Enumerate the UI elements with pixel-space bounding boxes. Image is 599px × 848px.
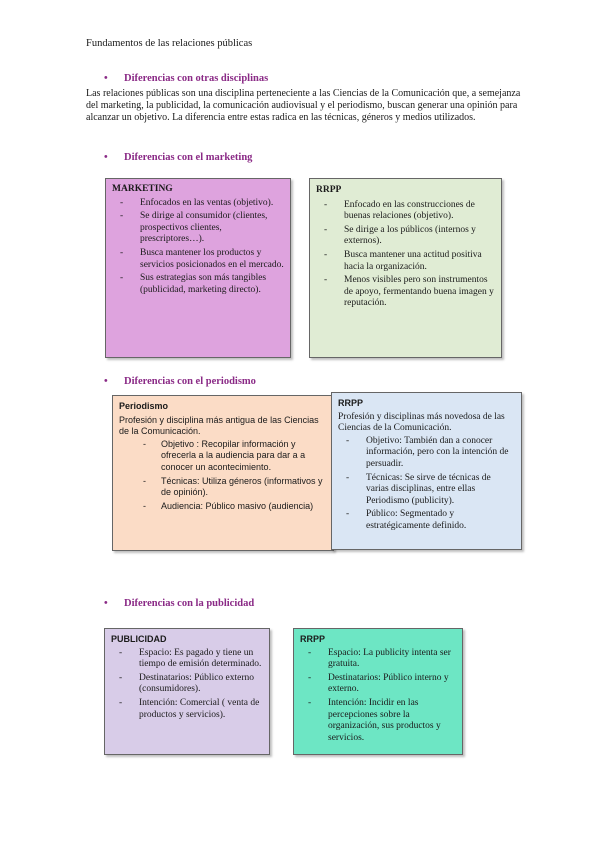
box-title: RRPP (300, 634, 326, 644)
list-item: - Sus estrategias son más tangibles (publicidad, marketing directo). (120, 273, 267, 295)
list-item: - Enfocados en las ventas (objetivo). (120, 197, 274, 208)
list-item: - Destinatarios: Público interno y externo. (308, 672, 449, 695)
list-item: - Menos visibles pero son instrumentos de apoyo, fermentando buena imagen y reputación. (324, 275, 494, 309)
list-item: - Técnicas: Se sirve de técnicas de varias disciplinas, entre ellas Periodismo (publicity). (346, 472, 491, 506)
box-title: PUBLICIDAD (111, 634, 167, 644)
box-intro: Profesión y disciplina más antigua de las Ciencias de la Comunicación. (119, 414, 319, 437)
bullet-icon: • (104, 376, 108, 387)
box-intro: Profesión y disciplinas más novedosa de las Ciencias de la Comunicación. (338, 411, 505, 434)
section-heading-text: Diferencias con el marketing (124, 152, 253, 163)
box-title: MARKETING (112, 184, 173, 194)
list-item: - Busca mantener una actitud positiva hacia la organización. (324, 249, 482, 272)
box-title: RRPP (338, 398, 364, 408)
list-item: - Se dirige a los públicos (internos y externos). (324, 224, 476, 247)
intro-paragraph: Las relaciones públicas son una disciplina perteneciente a las Ciencias de la Comunicación que, a semejanza del marketing, la publicidad, la comunicación audiovisual y el periodismo, buscan generar una opinión para alcanzar un objetivo. La diferencia entre estas radica en las técnicas, géneros y medios utilizados. (86, 88, 521, 124)
rrpp-publicidad-box (293, 628, 463, 755)
publicidad-box (104, 628, 270, 755)
section-heading-disciplinas (104, 73, 268, 84)
bullet-icon: • (104, 73, 108, 84)
rrpp-periodismo-box (331, 392, 522, 550)
section-heading-publicidad (104, 598, 254, 609)
list-item: - Enfocado en las construcciones de buenas relaciones (objetivo). (324, 199, 475, 222)
box-title: RRPP (316, 185, 342, 195)
page-header: Fundamentos de las relaciones públicas (86, 38, 253, 49)
list-item: - Espacio: Es pagado y tiene un tiempo de emisión determinado. (119, 647, 262, 670)
bullet-icon: • (104, 152, 108, 163)
list-item: - Objetivo: También dan a conocer información, pero con la intención de persuadir. (346, 435, 509, 469)
bullet-icon: • (104, 598, 108, 609)
marketing-box (105, 178, 291, 358)
list-item: - Objetivo : Recopilar información y ofrecerla a la audiencia para dar a a conocer un acontecimiento. (143, 438, 306, 472)
list-item: - Busca mantener los productos y servicios posicionados en el mercado. (120, 247, 284, 270)
box-title: Periodismo (119, 401, 169, 411)
rrpp-marketing-box (309, 178, 502, 358)
list-item: - Público: Segmentado y estratégicamente definido. (346, 509, 467, 531)
list-item: - Destinatarios: Público externo (consumidores). (119, 672, 255, 695)
list-item: - Espacio: La publicity intenta ser gratuita. (308, 647, 451, 670)
list-item: - Intención: Incidir en las percepciones sobre la organización, sus productos y servicios. (308, 697, 441, 743)
section-heading-text: Diferencias con la publicidad (124, 598, 255, 609)
section-heading-marketing (104, 152, 252, 163)
list-item: - Audiencia: Público masivo (audiencia) (143, 500, 314, 511)
section-heading-text: Diferencias con otras disciplinas (124, 73, 269, 84)
list-item: - Intención: Comercial ( venta de productos y servicios). (119, 697, 260, 720)
periodismo-box (112, 395, 334, 551)
list-item: - Se dirige al consumidor (clientes, prospectivos clientes, prescriptores…). (120, 211, 268, 245)
section-heading-periodismo (104, 376, 256, 387)
list-item: - Técnicas: Utiliza géneros (informativos y de opinión). (143, 475, 323, 498)
section-heading-text: Diferencias con el periodismo (124, 376, 256, 387)
